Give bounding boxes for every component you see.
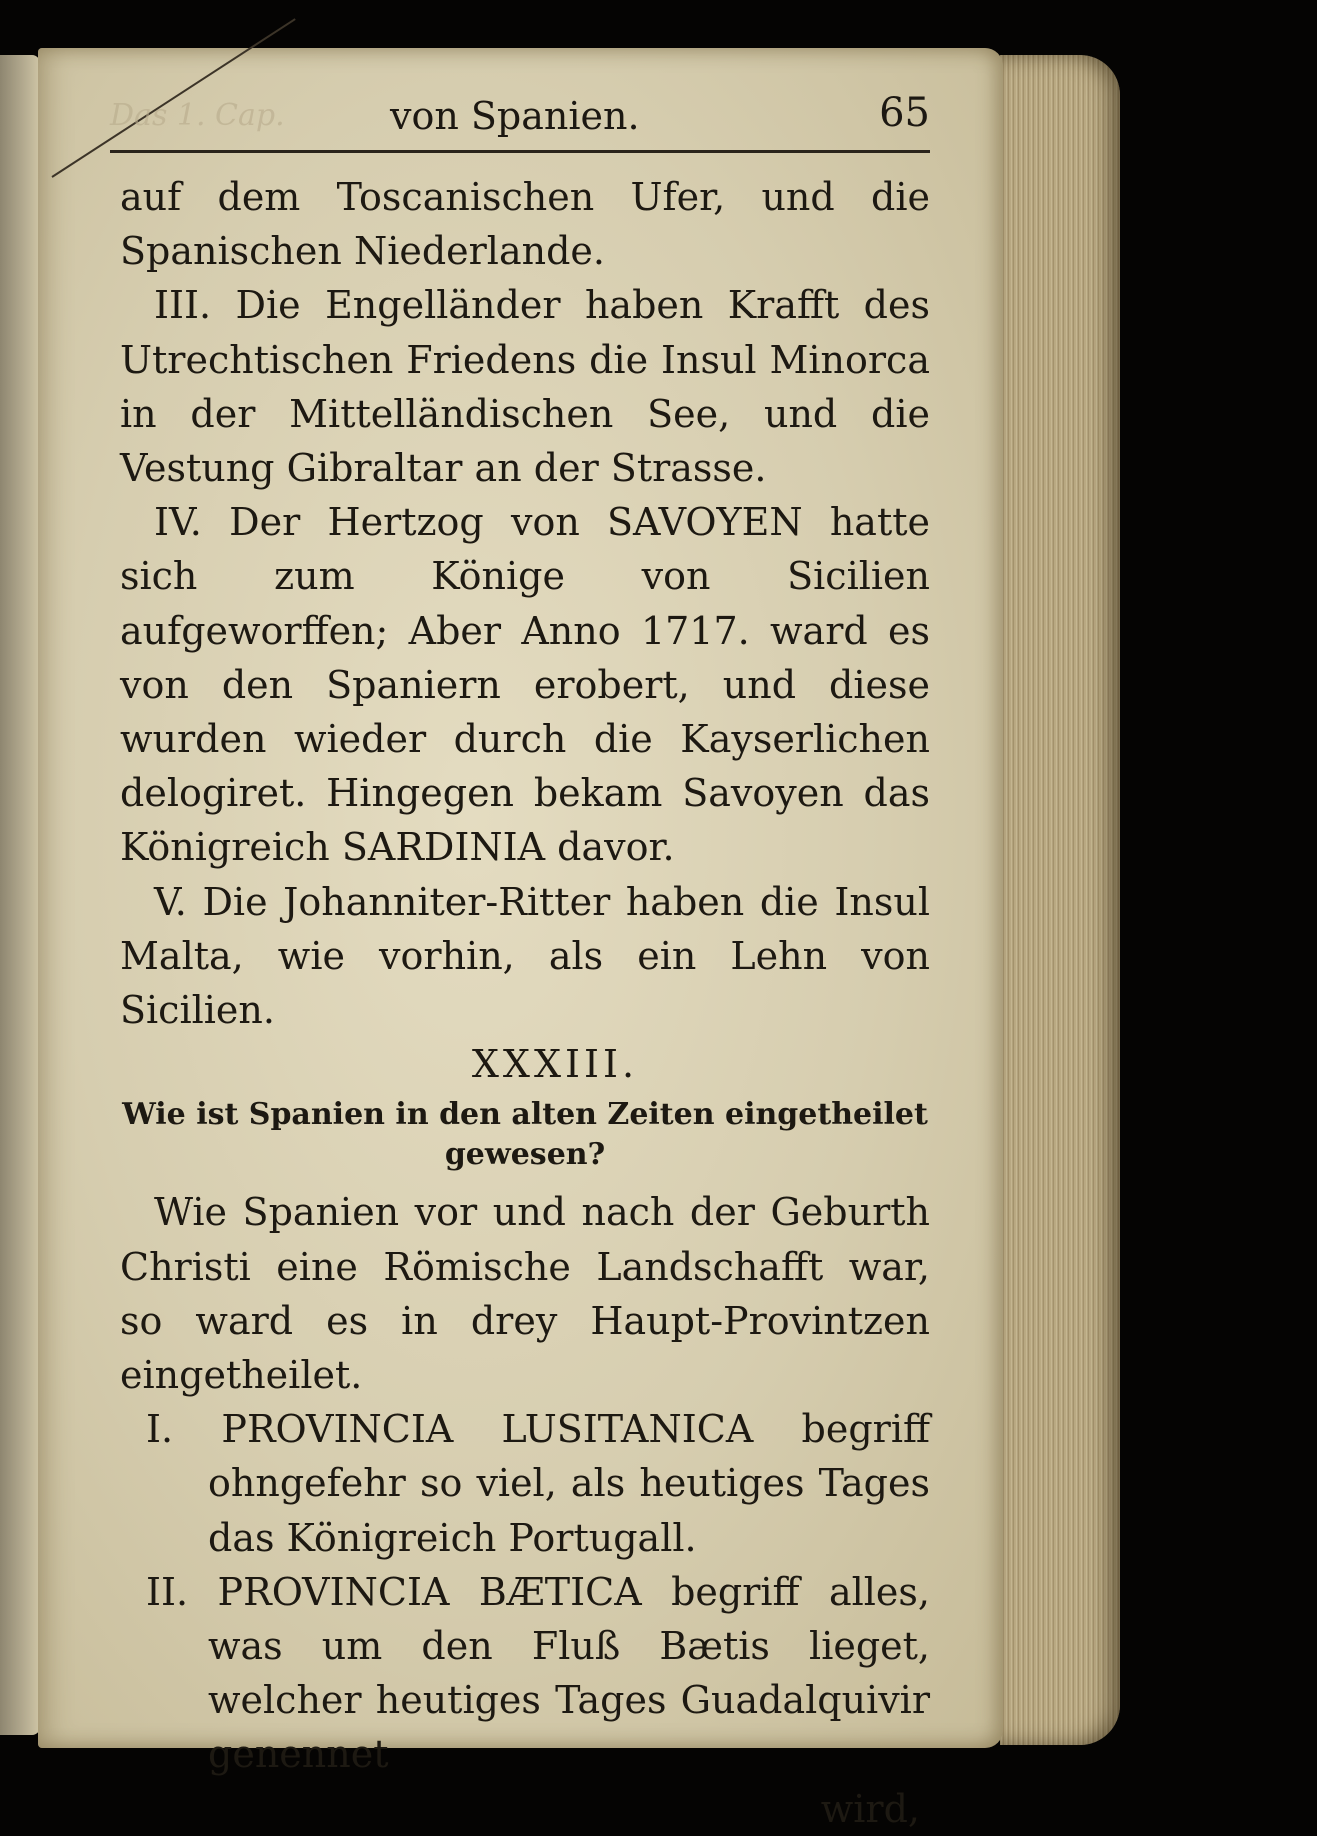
paragraph-iv: IV. Der Hertzog von SAVOYEN hatte sich zum Könige von Sicilien aufgeworffen; Aber Anno 1717. ward es von den Spaniern erobert, und diese wurden wieder durch die Kayserlichen delogiret. Hingegen bekam Savoyen das Königreich SARDINIA davor. bbox=[120, 500, 930, 870]
page-number: 65 bbox=[879, 90, 930, 136]
show-through-text: Das 1. Cap. bbox=[110, 98, 285, 133]
catchword: wird, bbox=[820, 1786, 920, 1831]
running-head: von Spanien. bbox=[390, 94, 640, 138]
page-header bbox=[110, 90, 930, 146]
paragraph-continuation: auf dem Toscanischen Ufer, und die Spanischen Niederlande. bbox=[120, 175, 930, 274]
facing-page-edge bbox=[0, 55, 40, 1735]
main-text bbox=[120, 170, 930, 1836]
page-block-edge bbox=[1000, 55, 1120, 1745]
paragraph-v: V. Die Johanniter-Ritter haben die Insul Malta, wie vorhin, als ein Lehn von Sicilien. bbox=[120, 879, 930, 1033]
list-item-lusitanica: I. PROVINCIA LUSITANICA begriff ohngefehr so viel, als heutiges Tages das Königreich Portugall. bbox=[146, 1407, 930, 1560]
answer-paragraph: Wie Spanien vor und nach der Geburth Christi eine Römische Landschafft war, so ward es in drey Haupt-Provintzen eingetheilet. bbox=[120, 1190, 930, 1398]
header-rule bbox=[110, 150, 930, 153]
section-question: Wie ist Spanien in den alten Zeiten eingetheilet gewesen? bbox=[122, 1097, 928, 1173]
section-number: XXXIII. bbox=[471, 1042, 639, 1087]
list-item-baetica: II. PROVINCIA BÆTICA begriff alles, was um den Fluß Bætis lieget, welcher heutiges Tages Guadalquivir genennet bbox=[146, 1569, 930, 1777]
paragraph-iii: III. Die Engelländer haben Krafft des Utrechtischen Friedens die Insul Minorca in der Mittelländischen See, und die Vestung Gibraltar an der Strasse. bbox=[120, 283, 930, 491]
